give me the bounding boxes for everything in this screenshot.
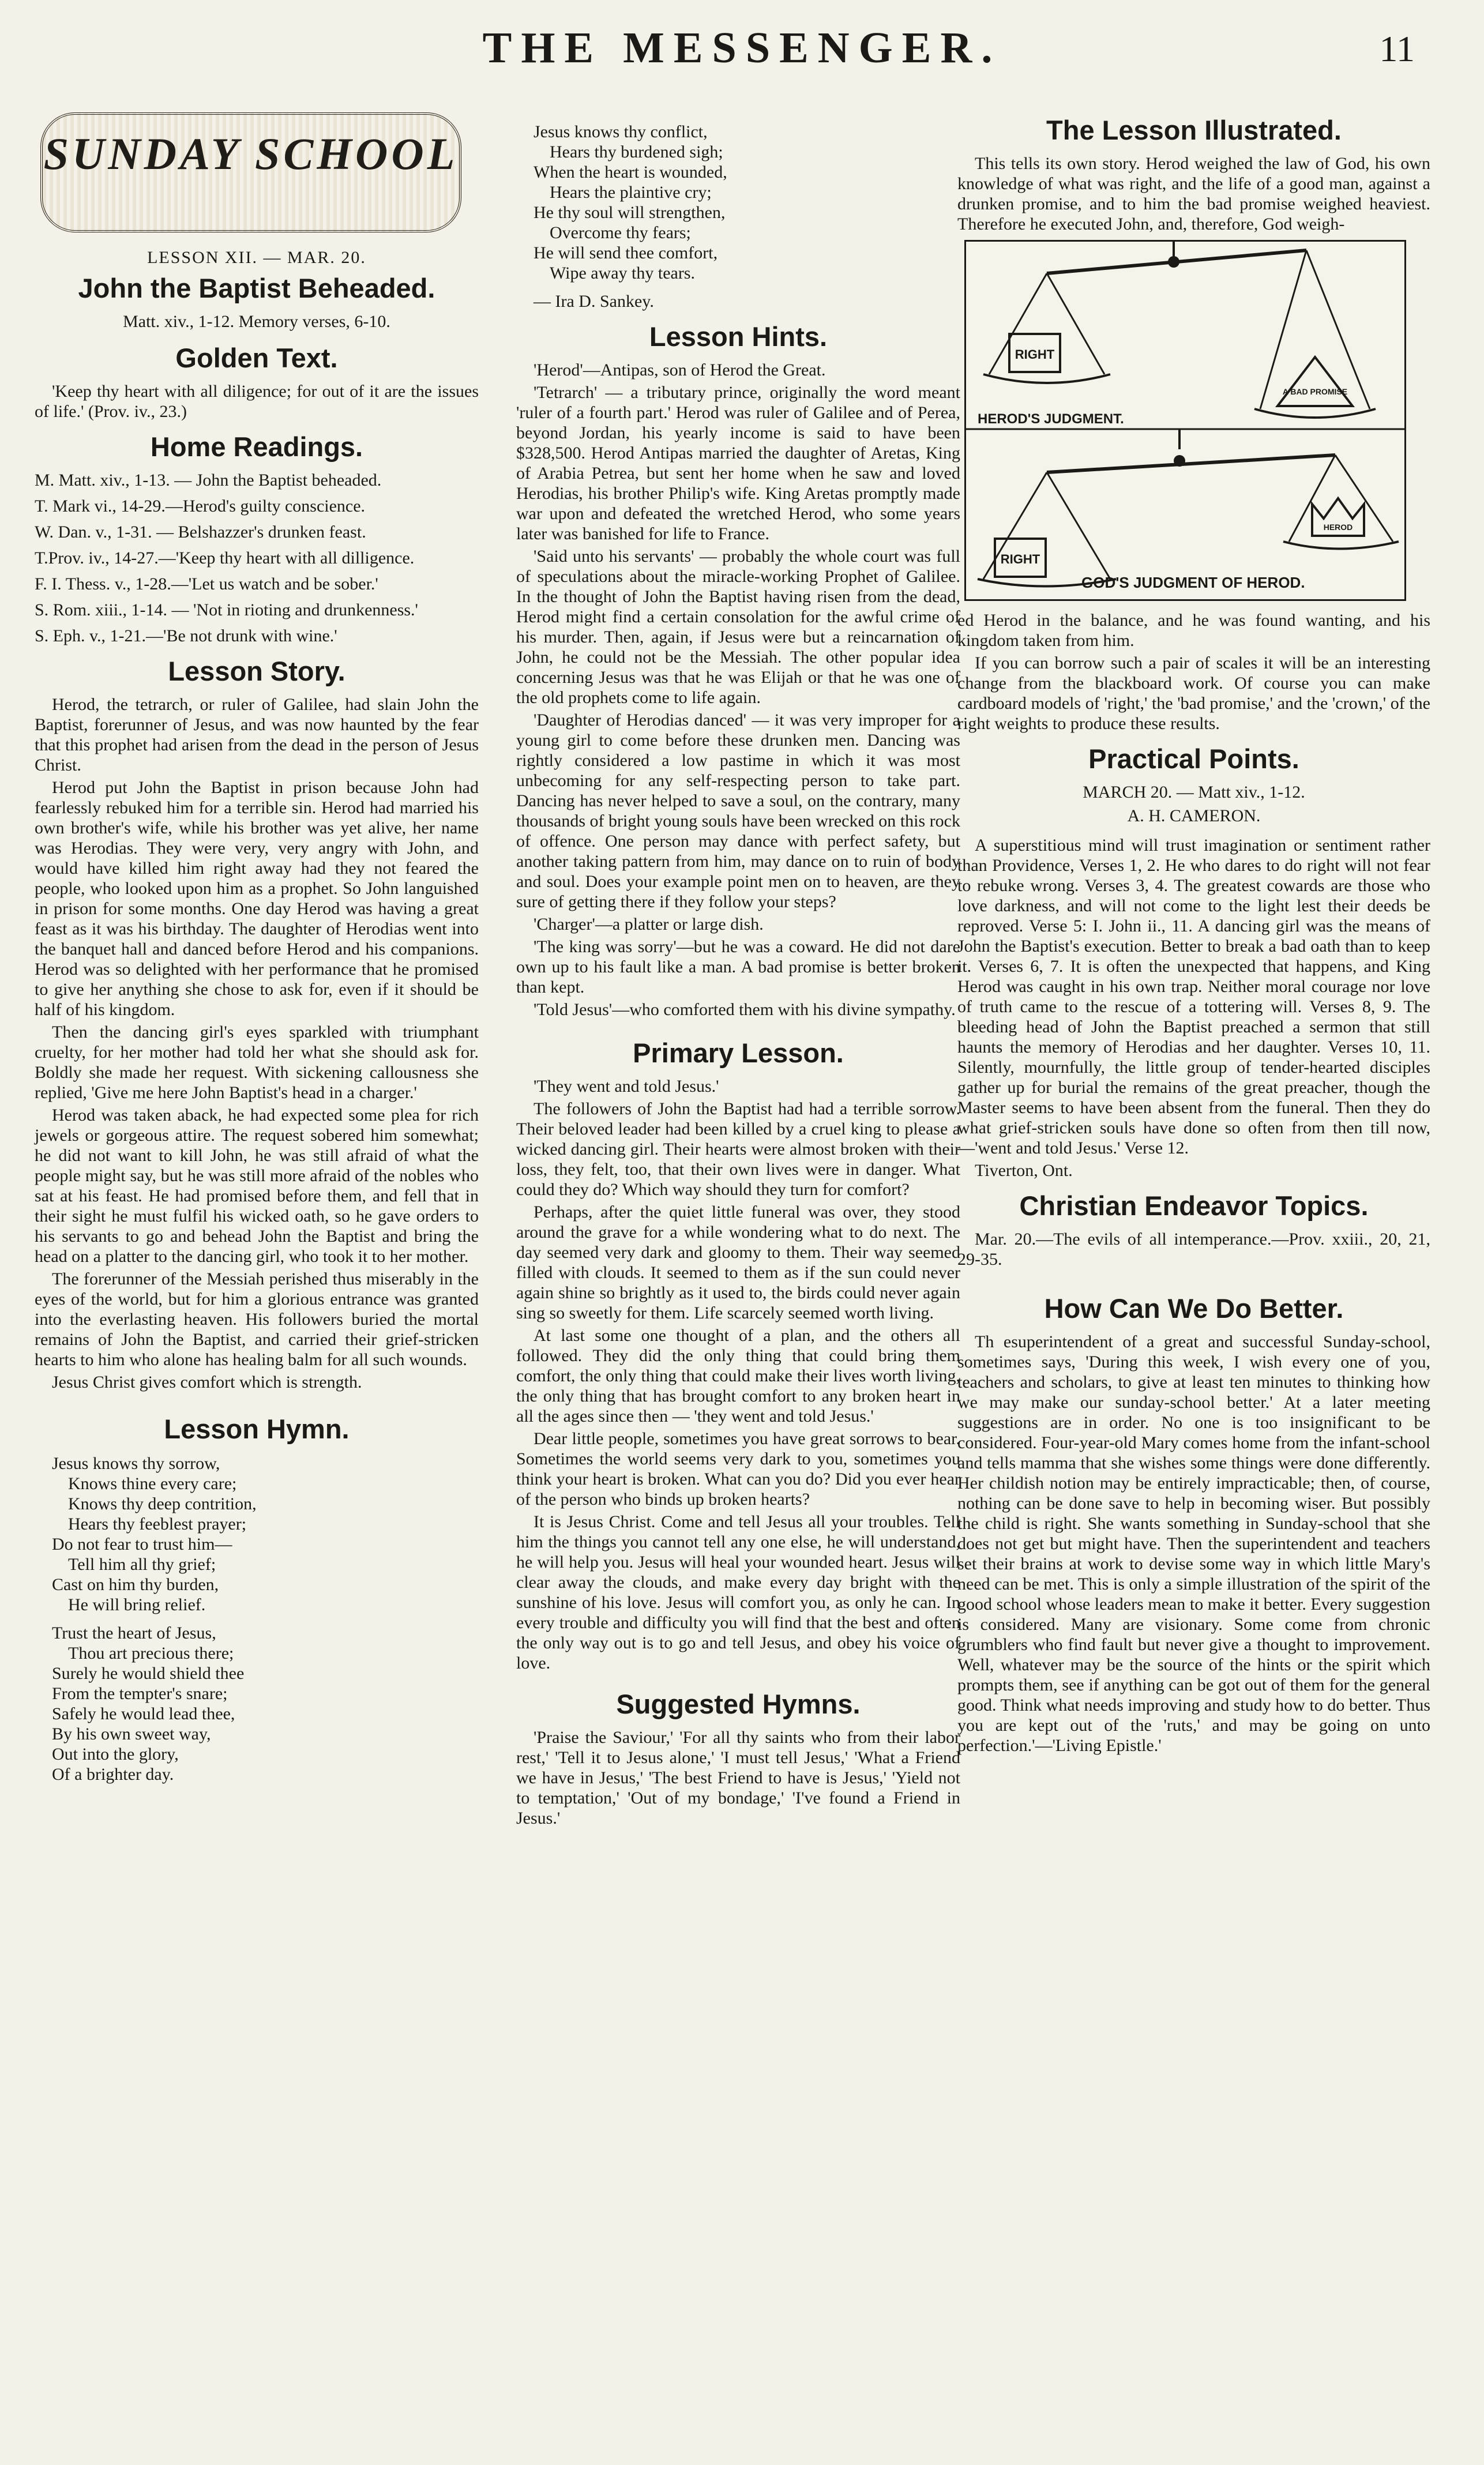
reading-item: S. Eph. v., 1-21.—'Be not drunk with wine.': [35, 626, 337, 645]
hymn-line: Tell him all thy grief;: [68, 1555, 216, 1574]
lesson-hymn-heading: Lesson Hymn.: [164, 1414, 350, 1444]
primary-lesson-heading: Primary Lesson.: [633, 1038, 844, 1068]
scales-diagram: [964, 240, 1406, 601]
crown-label: HEROD: [1323, 523, 1353, 532]
endeavor-text: Mar. 20.—The evils of all intemperance.—Prov. xxiii., 20, 21, 29-35.: [957, 1230, 1430, 1269]
primary-paragraph: At last some one thought of a plan, and the others all followed. They did the only thing that could bring them comfort, the only thing that could make their lives worth living, the only thing that has brought comfort to any broken heart in all the ages since then — 'they went and told Jesus.': [516, 1326, 960, 1426]
hint-paragraph: 'Herod'—Antipas, son of Herod the Great.: [534, 360, 826, 379]
hymn-line: Do not fear to trust him—: [52, 1535, 232, 1554]
hymn-line: When the heart is wounded,: [534, 163, 727, 182]
hymn-line: Cast on him thy burden,: [52, 1575, 219, 1594]
herods-judgment-label: HEROD'S JUDGMENT.: [978, 411, 1124, 427]
newspaper-title: THE MESSENGER.: [482, 24, 1002, 72]
hymn-line: Surely he would shield thee: [52, 1664, 245, 1683]
column-3: [957, 110, 1430, 1758]
suggested-hymns-text: 'Praise the Saviour,' 'For all thy saints who from their labor rest,' 'Tell it to Jesus alone,' 'I must tell Jesus,' 'What a Friend we have in Jesus,' 'The best Friend to have is Jesus,' 'Yield not to temptation,' 'Out of my bondage,' 'I've found a Friend in Jesus.': [516, 1728, 960, 1828]
primary-paragraph: Perhaps, after the quiet little funeral was over, they stood around the grave for a while wondering what to do next. The day seemed very dark and gloomy to them. Their way seemed filled with clouds. It seemed to them as if the sun could never again shine so brightly as it used to, the birds could never again sing so sweetly for them. Life scarcely seemed worth living.: [516, 1203, 960, 1322]
sunday-school-logo: [40, 112, 461, 232]
illustrated-continued: ed Herod in the balance, and he was found wanting, and his kingdom taken from him.: [957, 611, 1430, 650]
do-better-text: Th esuperintendent of a great and successful Sunday-school, sometimes says, 'During this week, I wish every one of you, teachers and scholars, to give at least ten minutes to thinking how we may make our sunday-school better.' At a later meeting suggestions are in order. No one is too insignificant to be considered. Four-year-old Mary comes home from the infant-school and tells mamma that she wishes some things were done differently. Her childish notion may be entirely impracticable; then, of course, nothing can be done save to help in becoming wiser. But possibly the child is right. She wants something in Sunday-school that she does not get but might have. Then the superintendent and teachers set their brains at work to devise some way in which little Mary's need can be met. This is only a simple illustration of the spirit of the good school whose leaders mean to make it better. Every suggestion is considered. Many are visionary. Some come from chronic grumblers who find fault but never give a thought to improvement. Well, whatever may be the source of the hints or the spirit which prompts them, see if anything can be got out of them for the general good. Think what needs improving and study how to do better. Thus you are kept out of the 'ruts,' and may be going on unto perfection.'—'Living Epistle.': [957, 1332, 1430, 1755]
bad-promise-label: A BAD PROMISE: [1282, 387, 1348, 396]
story-paragraph: Herod, the tetrarch, or ruler of Galilee, had slain John the Baptist, forerunner of Jesus, and was now haunted by the fear that this prophet had arisen from the dead in the person of Jesus Christ.: [35, 695, 479, 775]
lesson-story-heading: Lesson Story.: [168, 656, 345, 686]
primary-paragraph: Dear little people, sometimes you have great sorrows to bear. Sometimes the world seems very dark to you, sometimes you think your heart is broken. What can you do? Did you ever hear of the person who binds up broken hearts?: [516, 1429, 960, 1509]
story-paragraph: The forerunner of the Messiah perished thus miserably in the eyes of the world, but for him a glorious entrance was granted into the everlasting heaven. His followers buried the mortal remains of John the Baptist, and carried their grief-stricken hearts to him who alone has healing balm for all such wounds.: [35, 1269, 479, 1369]
primary-paragraph: The followers of John the Baptist had had a terrible sorrow. Their beloved leader had been killed by a cruel king to please a wicked dancing girl. Their hearts were almost broken with their loss, they felt, too, that their own lives were in danger. What could they do? Which way should they turn for comfort?: [516, 1099, 960, 1199]
lesson-reference: Matt. xiv., 1-12. Memory verses, 6-10.: [123, 312, 390, 331]
herods-scale: [983, 242, 1376, 418]
hymn-line: Jesus knows thy conflict,: [534, 122, 708, 141]
story-paragraph: Then the dancing girl's eyes sparkled with triumphant cruelty, for her mother had told her what she should ask for. Boldly she made her request. With sickening callousness she replied, 'Give me here John Baptist's head in a charger.': [35, 1023, 479, 1102]
golden-text-heading: Golden Text.: [175, 343, 338, 373]
hint-paragraph: 'Said unto his servants' — probably the whole court was full of speculations about the miracle-working Prophet of Galilee. In the thought of John the Baptist having risen from the dead, Herod might find a certain consolation for the awful crime of his murder. Then, again, if Jesus were but a reincarnation of John, he could not be the Messiah. The other popular idea concerning Jesus was that he was Elijah or that he was one of the old prophets come to life again.: [516, 547, 960, 707]
primary-paragraph: It is Jesus Christ. Come and tell Jesus all your troubles. Tell him the things you cannot tell any one else, he will understand, he will help you. Jesus will heal your wounded heart. Jesus will clear away the clouds, and make every day bright with the sunshine of his love. Jesus will comfort you, as only he can. In every trouble and difficulty you will find that the best and often the only way out is to go and tell Jesus, and obey his voice of love.: [516, 1512, 960, 1673]
hint-paragraph: 'Daughter of Herodias danced' — it was very improper for a young girl to come before these drunken men. Dancing was rightly considered a low pastime in which it was most unbecoming for any self-respecting person to take part. Dancing has never helped to save a soul, on the contrary, many thousands of bright young souls have been wrecked on this rock of offence. One person may dance with perfect safety, but another taking pattern from him, may dance on to ruin of body and soul. Does your example point men on to heaven, are they sure of getting there if they follow your steps?: [516, 711, 960, 911]
hymn-line: Knows thine every care;: [68, 1474, 237, 1493]
hymn-line: Hears thy feeblest prayer;: [68, 1515, 247, 1534]
practical-place: Tiverton, Ont.: [975, 1161, 1073, 1180]
gods-judgment-label: GOD'S JUDGMENT OF HEROD.: [1081, 574, 1305, 591]
do-better-heading: How Can We Do Better.: [1044, 1293, 1344, 1324]
hymn-line: Safely he would lead thee,: [52, 1704, 235, 1723]
lesson-number: LESSON XII. — MAR. 20.: [147, 248, 366, 267]
hymn-line: Out into the glory,: [52, 1745, 179, 1764]
hymn-line: Thou art precious there;: [68, 1644, 234, 1663]
reading-item: F. I. Thess. v., 1-28.—'Let us watch and be sober.': [35, 574, 378, 593]
logo-lettering: SUNDAY SCHOOL: [43, 129, 459, 179]
illustrated-continued: If you can borrow such a pair of scales it will be an interesting change from the blackboard work. Of course you can make cardboard models of 'right,' the 'bad promise,' and the 'crown,' of the right weights to produce these results.: [957, 653, 1430, 733]
practical-points-heading: Practical Points.: [1088, 743, 1299, 774]
hymn-line: Knows thy deep contrition,: [68, 1494, 257, 1513]
hymn-line: From the tempter's snare;: [52, 1684, 228, 1703]
hint-paragraph: 'Told Jesus'—who comforted them with his divine sympathy.: [534, 1000, 956, 1019]
hint-paragraph: 'Charger'—a platter or large dish.: [534, 915, 764, 934]
column-2: [516, 107, 960, 1831]
practical-text: A superstitious mind will trust imagination or sentiment rather than Providence, Verses 1, 2. He who dares to do right will not fear to rebuke wrong. Verses 3, 4. The greatest cowards are those who love darkness, and will not come to the light lest their deeds be reproved. Verse 5: I. John ii., 11. A dancing girl was the means of John the Baptist's execution. Better to break a bad oath than to keep it. Verses 6, 7. It is often the unexpected that happens, and King Herod was caught in his own trap. Neither moral courage nor love of truth came to the rescue of a tottering will. Verses 8, 9. The bleeding head of John the Baptist preached a sermon that still haunts the memory of Herodias and her daughter. Verses 10, 11. Silently, mournfully, the little group of tender-hearted disciples gather up for burial the remains of the great preacher, though the Master seems to have been absent from the funeral. Then they do what grief-stricken souls have done so often from then till now,—'went and told Jesus.' Verse 12.: [957, 836, 1430, 1158]
home-readings-heading: Home Readings.: [150, 431, 363, 462]
hymn-line: Hears thy burdened sigh;: [550, 142, 723, 161]
suggested-hymns-heading: Suggested Hymns.: [616, 1689, 861, 1719]
lesson-title: John the Baptist Beheaded.: [78, 273, 435, 303]
practical-author: A. H. CAMERON.: [1127, 806, 1261, 825]
hymn-line: Hears the plaintive cry;: [550, 183, 712, 202]
hymn-stanza-3: [534, 122, 960, 283]
column-1: [35, 107, 479, 1793]
lesson-hints-heading: Lesson Hints.: [649, 321, 828, 352]
hymn-line: Jesus knows thy sorrow,: [52, 1454, 220, 1473]
masthead: [0, 23, 1484, 87]
golden-text: 'Keep thy heart with all diligence; for out of it are the issues of life.' (Prov. iv., 23.): [35, 382, 479, 421]
endeavor-heading: Christian Endeavor Topics.: [1019, 1190, 1369, 1221]
hymn-stanza-1: [52, 1453, 479, 1615]
story-paragraph: Herod was taken aback, he had expected some plea for rich jewels or gorgeous attire. The request sobered him somewhat; he did not want to kill John, he was still afraid of what the people might say, but he was still more afraid of the nobles who sat at his feast. He had promised before them, and fell that in their sight he must fulfil his wicked oath, so he gave orders to his servants to go and behead John the Baptist and bring the head on a platter to the dancing girl, who took it to her mother.: [35, 1106, 479, 1266]
hymn-line: He thy soul will strengthen,: [534, 203, 726, 222]
gods-scale: [978, 429, 1399, 587]
reading-item: M. Matt. xiv., 1-13. — John the Baptist beheaded.: [35, 471, 382, 490]
lesson-illustrated-heading: The Lesson Illustrated.: [1046, 115, 1342, 145]
story-paragraph: Herod put John the Baptist in prison because John had fearlessly rebuked him for a terrible sin. Herod had married his own brother's wife, while his brother was yet alive, her name was Herodias. They were very, very angry with John, and would have killed him right away had they not feared the people, who looked upon him as a prophet. So John languished in prison for some months. One day Herod was having a great feast as it was his birthday. The daughter of Herodias went into the banquet hall and danced before Herod and his companions. Herod was so delighted with her performance that he promised to give her anything she chose to ask for, even if it should be half of his kingdom.: [35, 778, 479, 1019]
reading-item: W. Dan. v., 1-31. — Belshazzer's drunken feast.: [35, 523, 366, 542]
right-label-bottom: RIGHT: [1000, 552, 1040, 566]
page-number: 11: [1379, 28, 1415, 69]
hymn-author: — Ira D. Sankey.: [534, 292, 654, 311]
reading-item: T. Mark vi., 14-29.—Herod's guilty conscience.: [35, 497, 366, 516]
hymn-line: Wipe away thy tears.: [550, 264, 696, 283]
hymn-line: Of a brighter day.: [52, 1765, 174, 1784]
right-label-top: RIGHT: [1015, 347, 1055, 362]
practical-date: MARCH 20. — Matt xiv., 1-12.: [1083, 783, 1305, 802]
hymn-line: Trust the heart of Jesus,: [52, 1624, 216, 1643]
hymn-line: He will send thee comfort,: [534, 243, 718, 262]
hint-paragraph: 'Tetrarch' — a tributary prince, originally the word meant 'ruler of a fourth part.' Herod was ruler of Galilee and of Perea, beyond Jordan, his yearly income is said to have been $328,500. Herod Antipas married the daughter of Aretas, King of Arabia Petrea, but sent her home when he saw and loved Herodias, his brother Philip's wife. King Aretas promptly made war upon and defeated the wretched Herod, who some years later was banished for life to France.: [516, 383, 960, 543]
hymn-line: Overcome thy fears;: [550, 223, 691, 242]
hymn-stanza-2: [52, 1623, 479, 1784]
reading-item: S. Rom. xiii., 1-14. — 'Not in rioting and drunkenness.': [35, 600, 418, 619]
hymn-line: By his own sweet way,: [52, 1724, 211, 1743]
hint-paragraph: 'The king was sorry'—but he was a coward. He did not dare own up to his fault like a man. A bad promise is better broken than kept.: [516, 937, 960, 997]
reading-item: T.Prov. iv., 14-27.—'Keep thy heart with all dilligence.: [35, 548, 415, 568]
story-paragraph: Jesus Christ gives comfort which is strength.: [52, 1373, 362, 1392]
primary-paragraph: 'They went and told Jesus.': [534, 1077, 719, 1096]
scales-illustration: [966, 242, 1404, 599]
hymn-line: He will bring relief.: [68, 1595, 206, 1614]
illustrated-text: This tells its own story. Herod weighed the law of God, his own knowledge of what was right, and the life of a good man, against a drunken promise, and to him the bad promise weighed heaviest. Therefore he executed John, and, therefore, God weigh-: [957, 154, 1430, 234]
home-readings-list: [35, 470, 479, 646]
